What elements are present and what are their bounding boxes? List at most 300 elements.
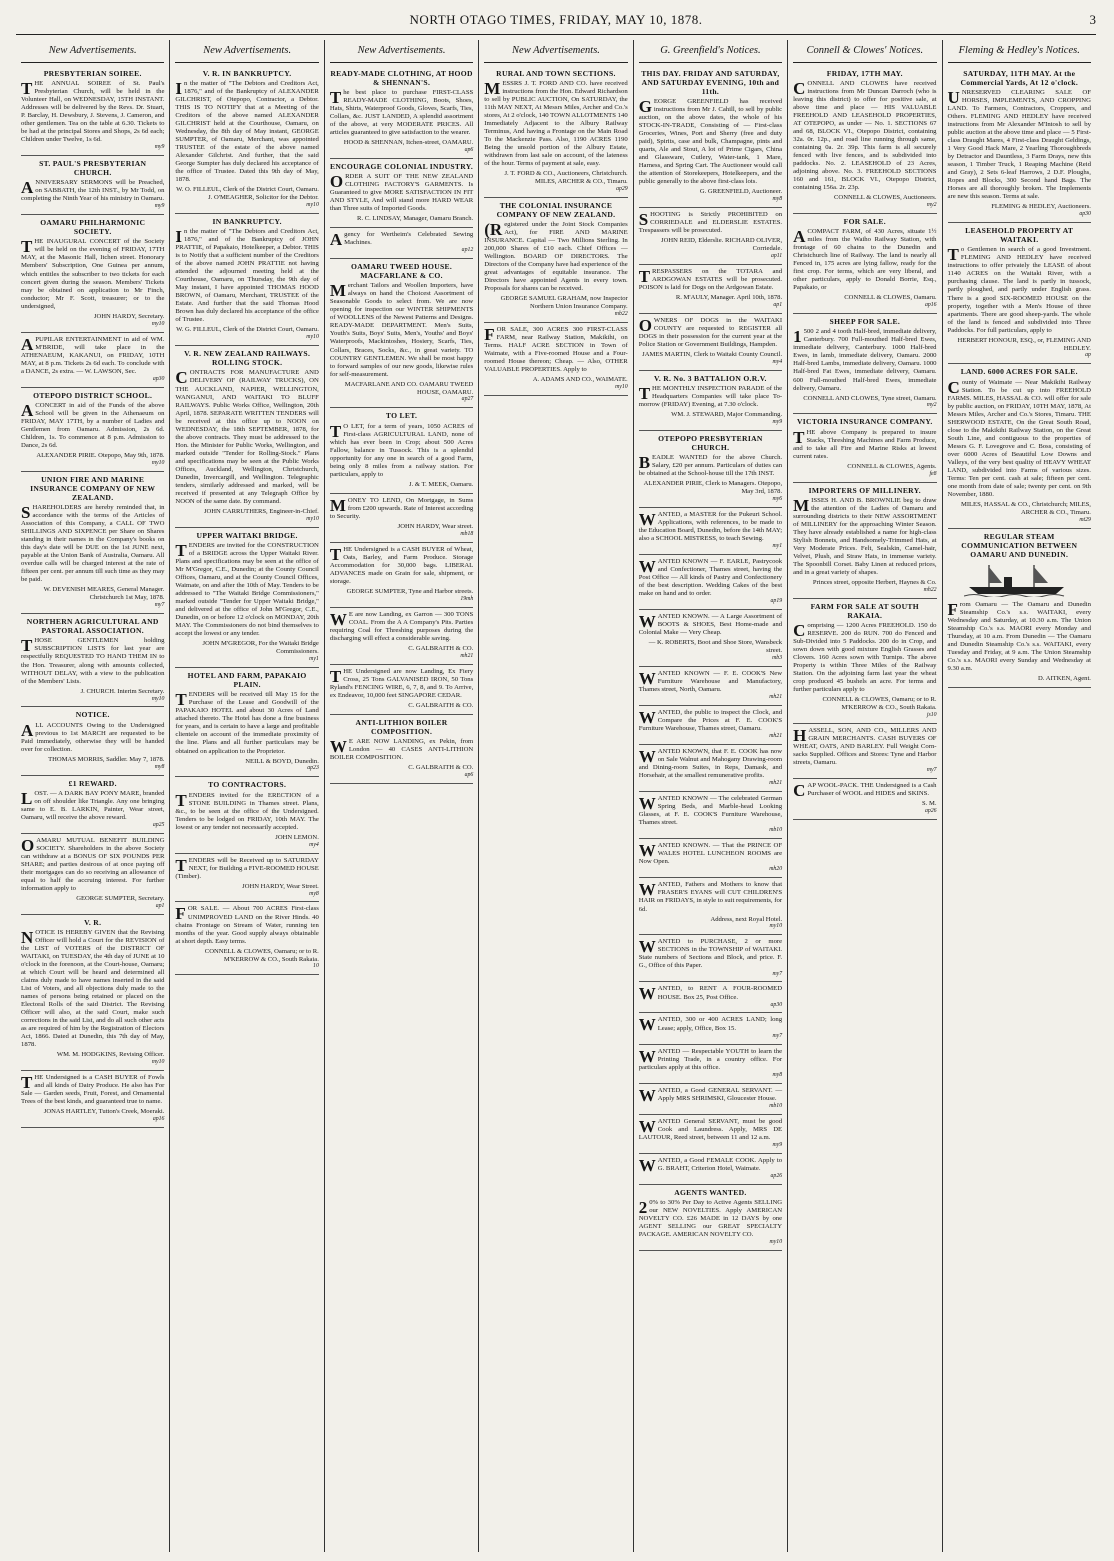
ad-heading: PRESBYTERIAN SOIREE. <box>43 68 142 78</box>
ad-signature: J. T. FORD & CO., Auctioneers, Christchurch. MILES, ARCHER & CO., Timaru. <box>504 170 628 185</box>
ad-signature: MACFARLANE AND CO. OAMARU TWEED HOUSE, OAMARU. <box>344 380 474 396</box>
ad-body: ALL ACCOUNTS Owing to the Undersigned previous to 1st MARCH are requested to be Paid immediately, otherwise they will be handed over for collection. <box>21 720 165 753</box>
ad-body: WANTED, Fathers and Mothers to know that FRASER'S EYANS will CUT CHILDREN'S HAIR on FRIDAYS, in style to suit requirements, for 6d. <box>638 880 783 913</box>
ad-signature: W. G. FILLEUL, Clerk of the District Court, Oamaru. <box>176 326 319 334</box>
advertisement <box>484 323 627 396</box>
ad-heading: V. R. No. 3 BATTALION O.R.V. <box>654 373 767 383</box>
ad-reference-code: my10 <box>306 334 319 341</box>
advertisement <box>793 66 936 214</box>
advertisement <box>639 792 782 839</box>
ad-body: WANTED General SERVANT, must be good Cook and Laundress. Apply, MRS DE LAUTOUR, Reed street, between 11 and 12 a.m. <box>638 1116 783 1141</box>
ad-body: THE MONTHLY INSPECTION PARADE of the Headquarters Companies will take place To-morrow (FRIDAY) Evening, at 7.30 o'clock. <box>638 384 783 409</box>
ad-signature: ALEXANDER PIRIE. Otepopo, May 9th, 1878. <box>36 451 165 459</box>
ad-reference-code: my7 <box>154 602 165 609</box>
ad-reference-code: ap11 <box>770 253 783 260</box>
ad-heading: £1 REWARD. <box>68 778 117 788</box>
ad-reference-code: ap29 <box>616 185 628 192</box>
ad-reference-code: my10 <box>151 695 165 702</box>
ad-reference-code: my9 <box>154 143 165 150</box>
ad-body: WE ARE NOW LANDING, ex Pekin, from London — 40 CASES ANTI-LITHION BOILER COMPOSITION. <box>329 736 474 761</box>
ad-body: MESSRS J. T. FORD AND CO. have received instructions from the Hon. Edward Richardson to sell by PUBLIC AUCTION, On SATURDAY, the 11th MAY NEXT, At Messrs Miles, Archer and Co.'s stores, At 2 o'clock, 140 TOWN ALLOTMENTS 140 Immediately Adjacent to the Albury Railway Terminus, And having a Frontage on the Main Road To the Mackenzie Pass. Also, 1190 ACRES 1190 Being the unsold portion of the Albury Estate, withdrawn from last sale on account, of the lateness of the hour. Terms of payment at sale, easy. <box>484 78 628 168</box>
ad-heading: FRIDAY, 17TH MAY. <box>826 68 903 78</box>
advertisement <box>484 198 627 323</box>
ad-body: SHAREHOLDERS are hereby reminded that, in accordance with the terms of the Articles of Association of this Company, a CALL OF TWO SHILLINGS AND SIXPENCE per Share on Shares standing in their names in the Company's books on this day's date will be DUE on the 1st JUNE next, payable at the Union Bank of Australia, Oamaru. All overdue calls will be charged interest at the rate of fifteen per cent. per annum till such time as they may be paid. <box>21 503 165 584</box>
ad-reference-code: fe8 <box>929 470 937 477</box>
ad-body: WANTED to PURCHASE, 2 or more SECTIONS in the TOWNSHIP of WAITAKI. State numbers of Sections and Block, and price. F. G., Office of this Paper. <box>638 937 783 970</box>
ad-body: MONEY TO LEND, On Mortgage, in Sums from £200 upwards. Rate of Interest according to Security. <box>329 495 474 520</box>
ad-signature: R. C. LINDSAY, Manager, Oamaru Branch. <box>357 215 474 223</box>
ad-signature: JOHN HARDY, Wear street. <box>397 522 474 530</box>
advertisement <box>639 1185 782 1251</box>
ad-heading: ANTI-LITHION BOILER COMPOSITION. <box>355 717 448 736</box>
advertisement <box>330 543 473 608</box>
ad-signature: NEILL & BOYD, Dunedin. <box>245 757 319 765</box>
advertisement <box>21 156 164 215</box>
ad-signature: CONNELL & CLOWES, Oamaru. <box>844 294 937 302</box>
ad-body: Comprising — 1200 Acres FREEHOLD. 150 do RESERVE. 200 do RUN. 700 do Fenced and Sub-Divided into 5 Paddocks. 200 do in Crop, and sown down with good mixture English Grasses and Clovers. 160 Acres sown with Turnips. The above Property is within Three Miles of the Railway Station. On the adjoining farm last year the wheat crop produced 45 bushels an acre. For terms and further particulars apply to <box>793 621 937 694</box>
ad-body: WANTED KNOWN — F. E. COOK'S New Furniture Warehouse and Manufactory, Thames street, North, Oamaru. <box>638 669 783 694</box>
ad-reference-code: mb18 <box>460 530 474 537</box>
ad-signature: HOOD & SHENNAN, Itchen-street, OAMARU. <box>343 139 474 146</box>
ad-signature: CONNELL & CLOWES, Oamaru; or to R. M'KERROW & CO., South Rakaia. <box>204 947 319 963</box>
ad-body: Agency for Wertheim's Celebrated Sewing Machines. <box>329 230 474 250</box>
advertisement <box>21 707 164 775</box>
ad-reference-code: my8 <box>772 1071 783 1078</box>
ad-body: WANTED KNOWN. — A Large Assortment of BOOTS & SHOES, Best Home-made and Colonial Make — Very Cheap. <box>638 612 783 637</box>
ad-reference-code: my10 <box>615 384 628 391</box>
column-heading: Fleming & Hedley's Notices. <box>948 40 1091 63</box>
ad-reference-code: mh21 <box>769 733 783 740</box>
ad-signature: C. GALBRAITH & CO. <box>408 763 474 771</box>
ad-body: WE are now Landing, ex Garron — 300 TONS COAL. From the A A Company's Pits. Parties requiring Coal for Threshing purposes during the discharging will effect a considerable saving. <box>329 609 474 642</box>
column-heading: New Advertisements. <box>175 40 318 63</box>
ad-reference-code: ap6 <box>464 771 474 778</box>
ad-reference-code: my4 <box>772 358 783 365</box>
ad-reference-code: my10 <box>769 1238 783 1245</box>
ad-signature: — K. ROBERTS, Boot and Shoe Store, Wansbeck street. <box>648 639 783 655</box>
ad-body: ANNIVERSARY SERMONS will be Preached, on SABBATH, the 12th INST., by Mr Todd, on completing the Ninth Year of his ministry in Oamaru. <box>21 178 165 203</box>
ad-heading: UNION FIRE AND MARINE INSURANCE COMPANY OF NEW ZEALAND. <box>30 474 156 503</box>
ad-reference-code: my6 <box>772 496 783 503</box>
ad-body: From Oamaru — The Oamaru and Dunedin Steamship Co.'s s.s. WAITAKI, every Wednesday and Saturday, at 10.30 a.m. The Union Steamship Co.'s s.s. MAORI every Monday and Thursday, at 10 a.m. From Dunedin — The Oamaru and Dunedin Steamship Co.'s s.s. WAITAKI, every Tuesday and Friday, at 9 a.m. The Union Steamship Co.'s s.s. MAORI every Sunday and Wednesday at 9.30 a.m. <box>947 600 1091 673</box>
ad-body: THE Undersigned is a CASH BUYER of Wheat, Oats, Barley, and Farm Produce. Storage Accommodation for 30,000 bags. LIBERAL ADVANCES made on Grain for sale, shipment, or storage. <box>329 544 474 585</box>
ad-heading: NORTHERN AGRICULTURAL AND PASTORAL ASSOCIATION. <box>26 617 159 636</box>
ad-heading: READY-MADE CLOTHING, AT HOOD & SHENNAN'S. <box>330 68 473 87</box>
ad-reference-code: ap19 <box>770 598 783 605</box>
ad-signature: J. & T. MEEK, Oamaru. <box>409 480 474 488</box>
ad-body: WANTED, a MASTER for the Pukeuri School. Applications, with references, to be made to the Education Board, Dunedin, before the 14th MAY; also a SCHOOL MISTRESS, to teach Sewing. <box>638 510 783 543</box>
ad-reference-code: ap16 <box>924 302 937 309</box>
advertisement <box>639 371 782 431</box>
ad-reference-code: my1 <box>772 543 783 550</box>
advertisement <box>21 834 164 915</box>
advertisement <box>21 215 164 332</box>
advertisement <box>330 159 473 228</box>
ad-heading: THIS DAY. FRIDAY AND SATURDAY, AND SATURDAY EVENING, 10th and 11th. <box>641 68 780 96</box>
column-1 <box>16 40 170 1552</box>
ad-heading: SATURDAY, 11TH MAY. At the Commercial Yards, At 12 o'clock. <box>960 68 1079 87</box>
ad-reference-code: my7 <box>772 970 783 977</box>
ad-body: FOR SALE, 300 ACRES 300 FIRST-CLASS FARM, near Railway Station, Makikihi, on Terms. HALF ACRE SECTION in Town of Waimate, with a Five-roomed House and a Four-roomed House thereon; Cheap. — Also, OTHER VALUABLE PROPERTIES. Apply to <box>484 325 628 374</box>
ad-reference-code: my4 <box>309 841 319 848</box>
column-heading: New Advertisements. <box>330 40 473 63</box>
ad-reference-code: ap6 <box>464 146 474 153</box>
ad-heading: RURAL AND TOWN SECTIONS. <box>496 68 616 78</box>
ad-heading: NOTICE. <box>75 710 110 720</box>
ad-reference-code: my10 <box>151 320 165 327</box>
ad-body: TENDERS are invited for the CONSTRUCTION of a BRIDGE across the Upper Waitaki River. Plans and specifications may be seen at the office of Mr M'Gregor, C.E., Dunedin; at the County Council Offices, Oamaru, and at the County Council Offices, Waimate, on and after the 10th of May. Tenders to be addressed to "The Waitaki Bridge Commissioners," marked outside "Tender for Upper Waitaki Bridge," and delivered at the office of John M'Gregor, C.E., Dunedin, on or before 12 o'clock on MONDAY, 20th MAY. The Commissioners do not bind themselves to accept the lowest or any tender. <box>175 540 319 638</box>
advertisement <box>639 1154 782 1185</box>
ad-body: APUPILAR ENTERTAINMENT in aid of WM. M'BRIDE, will take place in the ATHENAEUM, KAKANUI, on FRIDAY, 10TH MAY, at 8 p.m. Tickets 2s 6d each. To conclude with a DANCE, 2s extra. — W. LAWSON, Sec. <box>21 334 165 375</box>
advertisement <box>175 854 318 903</box>
ad-body: ACONCERT in aid of the Funds of the above School will be given in the Athenaeum on FRIDAY, MAY 17TH, by a number of Ladies and Gentlemen from Oamaru. Admission, 2s 6d. Children, 1s. To commence at 8 p.m. Admission to Dance, 2s 6d. <box>21 400 165 449</box>
ad-body: WANTED, to RENT A FOUR-ROOMED HOUSE. Box 25, Post Office. <box>638 984 783 1004</box>
ad-reference-code: mh21 <box>769 780 783 787</box>
ad-body: OWNERS OF DOGS in the WAITAKI COUNTY are requested to REGISTER all DOGS in their possession for the current year at the Police Station or Government Buildings, Hampden. <box>638 315 783 349</box>
ad-signature: Address, next Royal Hotel. <box>710 915 783 923</box>
ad-reference-code: ap1 <box>155 902 165 909</box>
ad-reference-code: mt29 <box>1079 516 1091 523</box>
ad-reference-code: ap27 <box>461 396 474 403</box>
advertisement <box>639 508 782 555</box>
ad-body: FOR SALE. — About 700 ACRES First-class UNIMPROVED LAND on the River Hinds. 40 chains Frontage on Stream of Water, running ten months of the year. Good supply always obtainable at short depth. Easy terms. <box>175 904 319 945</box>
ad-body: OAMARU MUTUAL BENEFIT BUILDING SOCIETY. Shareholders in the above Society can withdraw at a BONUS OF SIX POUNDS PER SHARE; and parties desirous of at once paying off their mortgages can do so receiving an allowance of equal to half the accruing interest. For further information apply to <box>21 835 165 892</box>
advertisement <box>639 431 782 508</box>
ad-body: BEADLE WANTED for the above Church. Salary, £20 per annum. Particulars of duties can be obtained at the School-house till the 17th INST. <box>638 453 783 478</box>
ad-body: WANTED, a Good FEMALE COOK. Apply to G. BRAHT, Criterion Hotel, Waimate. <box>638 1155 783 1175</box>
ad-body: WANTED KNOWN, that F. E. COOK has now on Sale Walnut and Mahogany Drawing-room and Dining-room Suites, in Reps, Damask, and Horsehair, at the smallest remunerative profits. <box>638 747 783 780</box>
advertisement <box>793 314 936 414</box>
ad-signature: W. O. FILLEUL, Clerk of the District Court, Oamaru. J. O'MEAGHER, Solicitor for the Debtor. <box>176 186 319 202</box>
ad-reference-code: my10 <box>151 1059 165 1066</box>
advertisement <box>793 414 936 482</box>
ad-heading: REGULAR STEAM COMMUNICATION BETWEEN OAMARU AND DUNEDIN. <box>961 531 1078 559</box>
advertisement <box>21 776 164 834</box>
ad-signature: WM. J. STEWARD, Major Commanding. <box>671 411 783 419</box>
ad-reference-code: my9 <box>154 203 165 210</box>
ad-body: WANTED, 300 or 400 ACRES LAND; long Lease; apply, Office, Box 15. <box>638 1015 783 1035</box>
ad-heading: UPPER WAITAKI BRIDGE. <box>196 530 298 540</box>
advertisement <box>639 1084 782 1115</box>
advertisement <box>948 529 1091 689</box>
ad-body: CAP WOOL-PACK. THE Undersigned is a Cash Purchaser of WOOL and HIDES and SKINS. <box>793 781 937 801</box>
masthead <box>16 12 1096 30</box>
column-heading: New Advertisements. <box>21 40 164 63</box>
ad-signature: THOMAS MORRIS, Saddler. May 7, 1878. <box>48 755 165 763</box>
advertisement <box>639 1045 782 1084</box>
ad-body: Merchant Tailors and Woollen Importers, have always on hand the Choicest Assortment of Seasonable Goods to select from. We are now opening for inspection our WINTER SHIPMENTS of WOOLLENS of the Newest Patterns and Designs. READY-MADE DEPARTMENT. Men's Suits, Youth's Suits, Boys' Suits, Men's, Youths' and Boys' Waterproofs, Mackintoshes, Hosiery, Scarfs, Ties, Collars, Braces, Socks, &c., in great variety. TO COUNTRY GENTLEMEN. We shall be most happy to forward samples of our new goods, likewise rules for self-measurement. <box>329 281 474 378</box>
ad-heading: SHEEP FOR SALE. <box>829 317 901 327</box>
ad-body: To Gentlemen in search of a good Investment. FLEMING AND HEDLEY have received instructions to offer privately the LEASE of about 1140 ACRES on the Waitaki River, with a purchasing clause. The land is partly in tussock, partly ploughed, and partly under English grass. There is a good SIX-ROOMED HOUSE on the property, together with a Men's House of three apartments. There are good sheep-yards. The whole of the land is fenced and subdivided into Three Paddocks. For full particulars, apply to <box>947 245 1091 334</box>
advertisement <box>330 259 473 408</box>
ad-heading: V. R. IN BANKRUPTCY. <box>202 68 292 78</box>
ad-reference-code: mb3 <box>772 655 783 662</box>
masthead-rule <box>16 34 1096 35</box>
column-heading: G. Greenfield's Notices. <box>639 40 782 63</box>
ad-body: County of Waimate — Near Makikihi Railway Station. To be cut up into FREEHOLD FARMS. MILES, HASSAL & CO. will offer for sale by public auction, on FRIDAY, 10TH MAY, 1878, At Messrs Miles, Archer and Co.'s Stores, Timaru. THE SHERWOOD ESTATE, On the Great South Road, close to the Makikihi Railway Station, on the Great South Line, and contiguous to the properties of Messrs G. F. Lovegrove and C. Boss, consisting of over 6000 Acres of Beautiful Low Downs and Valleys, of the very best quality of HEAVY WHEAT LAND, subdivided into Farms of various sizes. Terms: Ten per cent. cash at sale; fifteen per cent. one month from date of sale; twenty per cent. on 9th November, 1880. <box>947 377 1091 498</box>
ad-reference-code: 10 <box>313 963 319 970</box>
ad-heading: FOR SALE. <box>843 217 886 226</box>
ad-heading: ENCOURAGE COLONIAL INDUSTRY. <box>330 161 474 171</box>
ad-body: CONTRACTS FOR MANUFACTURE AND DELIVERY OF (RAILWAY TRUCKS), ON THE AUCKLAND, NAPIER, WELLINGTON, WANGANUI, AND WAITAKI TO BLUFF RAILWAYS. Public Works Office, Wellington, 20th April, 1878. SEPARATE WRITTEN TENDERS will be received at this office up to NOON on WEDNESDAY, the 18th SEPTEMBER, 1878, for the above contracts. They must be addressed to the Hon. the Minister for Public Works, Wellington, and marked outside "Tender for Rolling-Stock." Plans and specifications may be seen at the Public Works Offices, Auckland, Wellington, Christchurch, Dunedin, Invercargill, and Wellington. Telegraphic tenders, similarly addressed and marked, will be received if presented at any Telegraph Office by NOON of the same date. By command. <box>175 368 319 505</box>
ad-signature: GEORGE SUMPTER, Secretary. <box>76 894 165 902</box>
ad-heading: TO CONTRACTORS. <box>208 780 287 790</box>
advertisement <box>639 745 782 792</box>
ad-reference-code: mb10 <box>769 1102 783 1109</box>
ad-reference-code: my2 <box>926 402 937 409</box>
ad-heading: OTEPOPO DISTRICT SCHOOL. <box>33 390 153 400</box>
ad-signature: JOHN LEMON. <box>275 833 319 841</box>
ad-reference-code: mh21 <box>460 652 474 659</box>
ad-reference-code: ap25 <box>152 821 165 828</box>
advertisement <box>175 668 318 777</box>
ad-signature: G. GREENFIELD, Auctioneer. <box>699 188 783 196</box>
ad-reference-code: ap1 <box>773 301 783 308</box>
ad-signature: CONNELL & CLOWES, Agents. <box>847 462 937 470</box>
ad-reference-code: my10 <box>306 201 319 208</box>
ad-reference-code: ap26 <box>924 808 937 815</box>
advertisement <box>639 839 782 878</box>
ad-body: UNRESERVED CLEARING SALE OF HORSES, IMPLEMENTS, AND CROPPING LAND. To Farmers, Contractors, Croppers, and Others. FLEMING AND HEDLEY have received instructions from Mr Alexander M'Intosh to sell by public auction at the above time and place — 5 First-class Draught Mares, 4 First-class Draught Geldings, 1 Very Good Hack Mare, 2 Yearling Thoroughbreds by Detractor and Dauntless, 3 Farm Drays, new this season, 1 Timber Truck, 1 Reaping Machine (Reid and Gray), 2 Sets 6-leaf Harrows, 2 D.F. Ploughs, Ropes and Blocks, 300 Second hand Bags. The Horses are all thoroughly broken. The Implements are new this season. Terms at sale. <box>947 87 1091 201</box>
advertisement <box>175 902 318 975</box>
advertisement <box>175 346 318 528</box>
ad-heading: OTEPOPO PRESBYTERIAN CHURCH. <box>658 433 763 453</box>
ad-body: WANTED — Respectable YOUTH to learn the Printing Trade, in a country office. For particulars apply at this office. <box>638 1046 783 1071</box>
ad-body: WANTED, the public to inspect the Clock, and Compare the Prices at F. E. COOK'S Furniture Warehouse, Thames street, Oamaru. <box>638 708 783 733</box>
column-7 <box>943 40 1096 1552</box>
advertisement <box>793 724 936 779</box>
ad-body: THE ANNUAL SOIREE of St. Paul's Presbyterian Church, will be held in the Volunteer Hall, on WEDNESDAY, 15TH INSTANT. Addresses will be delivered by the Revs. Dr. Stuart, P. Barclay, H. Dewsbury, J. Stevens, J. Cameron, and other gentlemen. Tea on the table at 6.30. Tickets to be had at the principal Stores and Shops, 2s 6d each; Children under Twelve, 1s 6d. <box>21 78 165 143</box>
ad-reference-code: my7 <box>926 767 937 774</box>
ad-body: THE INAUGURAL CONCERT of the Society will be held on the evening of FRIDAY, 17TH MAY, at the Masonic Hall, Itchen street. Honorary Members' Subscription, One Guinea per annum, which entitles the subscriber to two tickets for each concert given during the season. Members' Tickets may be obtained on application to Mr Finch, conductor; Mr F. Scott, treasurer; or to the undersigned, <box>21 237 165 310</box>
advertisement <box>639 66 782 209</box>
ad-body: ORDER A SUIT OF THE NEW ZEALAND CLOTHING FACTORY'S GARMENTS. Is Guaranteed to give MORE SATISFACTION IN FIT AND STYLE, And will stand more HARD WEAR than Three suits of Imported Goods. <box>329 171 474 213</box>
ad-signature: J. CHURCH. Interim Secretary. <box>80 687 165 695</box>
ad-signature: D. AITKEN, Agent. <box>1038 675 1091 683</box>
advertisement <box>330 608 473 665</box>
advertisement <box>793 779 936 820</box>
ad-reference-code: ap <box>1085 352 1091 359</box>
ad-signature: WM. M. HODGKINS, Revising Officer. <box>56 1051 165 1059</box>
ad-reference-code: my8 <box>772 196 783 203</box>
ad-body: CONNELL AND CLOWES have received instructions from Mr Duncan Darroch (who is leaving this district) to offer for positive sale, at above time and place — HIS VALUABLE FREEHOLD AND LEASEHOLD PROPERTIES, AT OTEPOPO, as under — No. 1. SECTIONS 67 and 68, BLOCK VI., Otepopo District, containing 32a. 0r. 12p., and road line running through same, containing 0a. 2r. 39p. This farm is all securely fenced with live fences, and is subdivided into paddocks. No. 2. LEASEHOLD of 23 Acres, adjoining above. No. 3. FREEHOLD SECTIONS 160 and 161, BLOCK VI., Otepopo District, containing 156a. 2r. 23p. <box>793 78 937 192</box>
column-5 <box>634 40 788 1552</box>
ad-signature: ALEXANDER PIRIE, Clerk to Managers. Otepopo, May 3rd, 1878. <box>643 480 783 496</box>
ad-reference-code: ap26 <box>770 1172 783 1179</box>
ad-reference-code: my8 <box>309 890 319 897</box>
advertisement <box>21 388 164 472</box>
ad-body: WANTED KNOWN. — That the PRINCE OF WALES HOTEL LUNCHEON ROOMS are Now Open. <box>638 841 783 866</box>
advertisement <box>330 494 473 543</box>
ad-body: THE above Company is prepared to insure Stacks, Threshing Machines and Farm Produce, and to take all Fire and Marine Risks at lowest current rates. <box>793 427 937 460</box>
advertisement <box>484 66 627 198</box>
ad-reference-code: my7 <box>772 1032 783 1039</box>
column-3 <box>325 40 479 1552</box>
advertisement <box>639 667 782 706</box>
column-6 <box>788 40 942 1552</box>
ad-signature: Princes street, opposite Herbert, Haynes & Co. <box>812 578 937 586</box>
advertisement <box>639 982 782 1013</box>
advertisement <box>639 265 782 314</box>
ad-heading: LAND. 6000 ACRES FOR SALE. <box>960 367 1078 377</box>
advertisement <box>639 935 782 982</box>
ad-signature: C. GALBRAITH & CO. <box>408 701 474 709</box>
ad-heading: V. R. <box>84 917 102 927</box>
ad-body: TRESPASSERS on the TOTARA and ARDGOWAN ESTATES will be prosecuted. POISON is laid for Dogs on the Ardgowan Estate. <box>638 266 783 292</box>
ad-heading: OAMARU TWEED HOUSE. MACFARLANE & CO. <box>350 262 453 281</box>
ad-body: WANTED KNOWN — F. EARLE, Pastrycook and Confectioner, Thames street, having the Post Office — All kinds of Pastry and Confectionery of the best description. Wedding Cakes of the best make on hand and to order. <box>638 557 783 598</box>
ad-heading: HOTEL AND FARM, PAPAKAIO PLAIN. <box>187 671 307 690</box>
ad-signature: JAMES MARTIN, Clerk to Waitaki County Council. <box>642 351 783 359</box>
ad-reference-code: my9 <box>772 1141 783 1148</box>
ad-body: THOSE GENTLEMEN holding SUBSCRIPTION LISTS for last year are respectfully REQUESTED TO HAND THEM IN to the Hon. Treasurer, along with amounts collected, WITHOUT DELAY, with a view to the publication of the Members' Lists. <box>21 636 165 685</box>
ad-heading: THE COLONIAL INSURANCE COMPANY OF NEW ZEALAND. <box>496 200 616 219</box>
ad-reference-code: mh21 <box>769 694 783 701</box>
advertisement <box>793 483 936 599</box>
advertisement <box>639 314 782 371</box>
ad-reference-code: mb10 <box>769 827 783 834</box>
advertisement <box>21 915 164 1071</box>
ad-body: The best place to purchase FIRST-CLASS READY-MADE CLOTHING, Boots, Shoes, Hats, Shirts, Waterproof Goods, Gloves, Scarfs, Ties, Collars, &c. JUST LANDED, A splendid assortment of the above, at very MODERATE PRICES. All articles guaranteed to give satisfaction to the wearer. <box>329 87 474 136</box>
ad-body: NOTICE IS HEREBY GIVEN that the Revising Officer will hold a Court for the REVISION of the LIST of VOTERS of the DISTRICT OF WAITAKI, on TUESDAY, the 4th day of JUNE at 10 o'clock in the forenoon, at the Court-house, Oamaru; at which Court will be heard and determined all claims duly made to have names inserted in the said List of Voters, and all objections duly made to the names of persons being retained or placed on the Electoral Rolls of the said District. The Revising Officer will also, at the said Court, make such corrections in the said List, and do all such other acts as are required of him by the Registration of Electors Act, 1866. Dated at Dunedin, this 7th day of May, 1878. <box>21 927 165 1049</box>
ad-reference-code: my10 <box>769 923 783 930</box>
advertisement <box>793 214 936 314</box>
column-heading: New Advertisements. <box>484 40 627 63</box>
columns-container <box>16 40 1096 1552</box>
ad-reference-code: my10 <box>306 515 319 522</box>
advertisement <box>21 472 164 614</box>
ad-signature: FLEMING & HEDLEY, Auctioneers. <box>991 203 1091 211</box>
ad-signature: R. M'AULY, Manager. April 10th, 1878. <box>675 294 783 302</box>
ad-heading: IN BANKRUPTCY. <box>212 216 282 226</box>
advertisement <box>21 614 164 707</box>
ad-signature: CONNELL & CLOWES, Oamaru; or to R. M'KERROW & CO., South Rakaia. <box>822 696 937 712</box>
ad-signature: MILES, HASSAL & CO., Christchurch; MILES, ARCHER & CO., Timaru. <box>960 501 1091 516</box>
ad-reference-code: js10 <box>926 712 937 719</box>
advertisement <box>21 1071 164 1128</box>
ad-signature: GEORGE SAMUEL GRAHAM, now Inspector Northern Union Insurance Company. <box>500 295 628 311</box>
ad-reference-code: ap30 <box>770 1001 783 1008</box>
ad-heading: VICTORIA INSURANCE COMPANY. <box>797 417 933 427</box>
column-heading: Connell & Clowes' Notices. <box>793 40 936 63</box>
ad-reference-code: ap12 <box>461 247 474 254</box>
ad-signature: C. GALBRAITH & CO. <box>408 644 474 652</box>
advertisement <box>639 208 782 265</box>
advertisement <box>948 223 1091 364</box>
ad-reference-code: ap30 <box>1079 211 1091 218</box>
ad-body: 20% to 30% Per Day to Active Agents SELLING our NEW NOVELTIES. Apply AMERICAN NOVELTY CO. £26 MADE in 12 DAYS by one AGENT SELLING our GREAT SPECIALTY PACKAGE. AMERICAN NOVELTY CO. <box>638 1197 783 1238</box>
ad-reference-code: mh22 <box>923 586 937 593</box>
steamship-icon <box>964 563 1074 597</box>
ad-body: SHOOTING is Strictly PROHIBITED on CORRIEDALE and ELDERSLIE ESTATES. Trespassers will be prosecuted. <box>638 210 783 235</box>
ad-signature: HERBERT HONOUR, ESQ., or, FLEMING AND HEDLEY. <box>957 336 1091 352</box>
ad-body: TENDERS will be received till May 15 for the Purchase of the Lease and Goodwill of the PAPAKAIO HOTEL and about 30 Acres of Land attached thereto. The Hotel has done a fine business for years, and is certain to have a large and profitable clientele on account of the immediate proximity of the line. Plans and all further particulars may be obtained on application to the Proprietor. <box>175 690 319 755</box>
ad-signature: W. DEVENISH MEARES, General Manager. Christchurch 1st May, 1878. <box>43 586 165 602</box>
ad-reference-code: ap23 <box>307 765 319 772</box>
advertisement <box>21 333 164 388</box>
ad-reference-code: mb22 <box>614 311 628 318</box>
advertisement <box>330 715 473 784</box>
advertisement <box>21 66 164 156</box>
ad-heading: FARM FOR SALE AT SOUTH RAKAIA. <box>810 601 919 620</box>
ad-reference-code: my10 <box>151 459 165 466</box>
advertisement <box>793 599 936 724</box>
ad-signature: JOHN M'GREGOR, For the Waitaki Bridge Commissioners. <box>202 640 319 656</box>
ad-reference-code: my1 <box>309 656 319 663</box>
advertisement <box>639 1013 782 1044</box>
ad-body: TENDERS invited for the ERECTION of a STONE BUILDING in Thames street. Plans, &c., to be seen at the office of the Undersigned. Tenders to be lodged on FRIDAY, 10th MAY. The lowest or any tender not necessarily accepted. <box>175 790 319 831</box>
ad-body: ACOMPACT FARM, of 430 Acres, situate 1½ miles from the Waiho Railway Station, with frontage of 60 chains to the Dunedin and Christchurch line of Railway. The land is nearly all Fenced in, 175 acres are lying fallow, ready for the first crop. For terms, which are very liberal, and other particulars, apply to Donald Borrie, Esq., Papakaio, or <box>793 227 937 292</box>
ad-body: WANTED KNOWN — The celebrated German Spring Beds, and Marble-head Looking Glasses, at F. E. COOK'S Furniture Warehouse, Thames street. <box>638 794 783 827</box>
newspaper-title: NORTH OTAGO TIMES, FRIDAY, MAY 10, 1878. <box>409 12 703 27</box>
advertisement <box>639 555 782 610</box>
ad-body: WANTED, a Good GENERAL SERVANT. — Apply MRS SHRIMSKI, Gloucester House. <box>638 1085 783 1105</box>
ad-reference-code: ap30 <box>152 375 165 382</box>
ad-body: In the matter of "The Debtors and Creditors Act, 1876," and of the Bankruptcy of ALEXANDER GILCHRIST, of Otepopo, Contractor, a Debtor. THIS IS TO NOTIFY that at a Meeting of the Creditors of the above named ALEXANDER GILCHRIST held at the Courthouse, Oamaru, on Wednesday, the 8th day of May instant, GEORGE SUMPTER, of Oamaru, Merchant, was appointed TRUSTEE of the estate of the above named Alexander Gilchrist. And further, that the said George Sumpter has duly declared his acceptance of the office of Trustee. Dated this 9th day of May, 1878. <box>175 78 319 184</box>
advertisement <box>330 408 473 493</box>
advertisement <box>639 1115 782 1154</box>
advertisement <box>330 66 473 159</box>
ad-heading: IMPORTERS OF MILLINERY. <box>808 485 921 495</box>
ad-signature: JOHN HARDY, Secretary. <box>93 312 165 320</box>
page-number: 3 <box>1089 12 1096 27</box>
advertisement <box>639 878 782 935</box>
ad-signature: JOHN CARRUTHERS, Engineer-in-Chief. <box>203 507 319 515</box>
ad-signature: CONNELL & CLOWES, Auctioneers. <box>834 194 937 202</box>
ad-body: In the matter of "The Debtors and Creditors Act, 1876," and of the Bankruptcy of JOHN PRATTIE, of Papakaio, Hotelkeeper, a Debtor. THIS is to Notify that a sufficient number of the Creditors of the above named JOHN PRATTIE not having attended the adjourned meeting held at the Courthouse, Oamaru, on Thursday, the 9th day of May instant, I have appointed THOMAS HOOD BROWN, of Oamaru, Merchant, TRUSTEE of the Estate. And further that the said Thomas Hood Brown has duly declared his acceptance of the office of Trustee. <box>175 226 319 324</box>
ad-body: LOST. — A DARK BAY PONY MARE, branded on off shoulder like Triangle. Any one bringing same to E. B. LARKIN, Painter, Wear street, Oamaru, will receive the above reward. <box>21 788 165 821</box>
ad-signature: A. ADAMS AND CO., WAIMATE. <box>532 376 628 384</box>
ad-body: TO LET, for a term of years, 1050 ACRES of First-class AGRICULTURAL LAND, none of which has ever been in Crop; about 500 Acres Fallow, balance in Tussock. This is a splendid opportunity for any one in search of a good Farm, being only 8 miles from a railway station. For particulars, apply to <box>329 421 474 478</box>
ad-body: TENDERS will be Received up to SATURDAY NEXT, for Building a FIVE-ROOMED HOUSE (Timber). <box>175 855 319 880</box>
column-2 <box>170 40 324 1552</box>
ad-signature: CONNELL AND CLOWES, Tyne street, Oamaru. <box>803 394 937 402</box>
column-4 <box>479 40 633 1552</box>
ad-body: GEORGE GREENFIELD has received instructions from Mr J. Cahill, to sell by public auction, on the above dates, the whole of his STOCK-IN-TRADE, Consisting of — First-class Groceries, Wines, Port and Sherry (free and duty paid), Spirits, case and bulk, Champagne, pints and quarts, Ale and Stout, A lot of Prime Cigars, China and Glassware, Cutlery, Water-tank, 1 Mare, Harness, and Spring Cart. The Auctioneer would call the attention of Storekeepers, Hotelkeepers, and the public generally to the above first-class lots. <box>638 96 783 186</box>
ad-signature: S. M. <box>922 800 937 808</box>
ad-reference-code: my9 <box>772 419 783 426</box>
ad-body: (Registered under the Joint Stock Companies Act), for FIRE AND MARINE INSURANCE. Capital — Two Millions Sterling. In 200,000 Shares of £10 each. Chief Offices — Wellington. BOARD OF DIRECTORS. The Directors of the Company have had experience of the great advantages of equitable insurance. The Directors have appointed Agents in every town. Proposals for shares can be received. <box>484 220 628 293</box>
ad-signature: JONAS HARTLEY, Tutton's Creek, Moeraki. <box>43 1108 165 1116</box>
ad-heading: OAMARU PHILHARMONIC SOCIETY. <box>40 218 146 237</box>
ad-body: HASSELL, SON, AND CO., MILLERS AND GRAIN MERCHANTS. CASH BUYERS OF WHEAT, OATS, AND BARLEY. Full Weight Corn-sacks Supplied. Offices and Stores: Tyne and Harbor streets, Oamaru. <box>793 726 937 767</box>
ad-body: THE Undersigned are now Landing, Ex Fiery Cross, 25 Tons GALVANISED IRON, 50 Tons Ryland's FENCING WIRE, 6, 7, 8, and 9. To Arrive, ex Endeavor, 10,000 feet SINGAPORE CEDAR. <box>329 666 474 699</box>
ad-signature: JOHN REID, Elderslie. RICHARD OLIVER, Corriedale. <box>661 237 783 253</box>
ad-reference-code: 19mh <box>460 595 474 602</box>
ad-signature: JOHN HARDY, Wear Street. <box>242 882 319 890</box>
ad-heading: LEASEHOLD PROPERTY AT WAITAKI. <box>965 226 1074 245</box>
advertisement <box>175 214 318 346</box>
ad-signature: GEORGE SUMPTER, Tyne and Harbor streets. <box>346 587 474 595</box>
ad-heading: ST. PAUL'S PRESBYTERIAN CHURCH. <box>39 158 147 178</box>
ad-reference-code: my2 <box>926 202 937 209</box>
ad-heading: AGENTS WANTED. <box>674 1187 747 1197</box>
advertisement <box>948 66 1091 224</box>
ad-body: THE Undersigned is a CASH BUYER of Fowls and all kinds of Dairy Produce. He also has For Sale — Garden seeds, Fruit, Forest, and Ornamental Trees of the best kinds, and guaranteed true to name. <box>21 1073 165 1106</box>
ad-reference-code: my8 <box>154 763 165 770</box>
ad-body: 1500 2 and 4 tooth Half-bred, immediate delivery, Canterbury. 700 Full-mouthed Half-bred Ewes, immediate delivery, Canterbury. 1000 Half-bred Ewes, in lamb, immediate delivery, Oamaru. 2000 Half-bred Lambs, immediate delivery, Oamaru. 1000 Half-bred Fat Ewes, immediate delivery, Oamaru. 600 Full-mouthed Half-bred Ewes, immediate delivery, Oamaru. <box>793 327 937 392</box>
advertisement <box>639 610 782 667</box>
ad-body: MISSES H. AND B. BROWNLIE beg to draw the attention of the Ladies of Oamaru and surrounding districts to their NEW ASSORTMENT of MILLINERY for the approaching Winter Season. They have already established a name for high-class Stylish Bonnets, and Handsomely-Trimmed Hats, at Very Moderate Prices. Felt, Sealskin, Camel-hair, Velvet, Plush, and Straw Hats, in immense variety. The Spoonbill Corset. Baby Linen at reduced prices, and in a great variety of shapes. <box>793 495 937 576</box>
advertisement <box>175 528 318 668</box>
advertisement <box>639 706 782 745</box>
ad-reference-code: ap16 <box>152 1116 165 1123</box>
ad-heading: V. R. NEW ZEALAND RAILWAYS. ROLLING STOCK. <box>184 349 311 368</box>
advertisement <box>948 364 1091 528</box>
advertisement <box>330 228 473 259</box>
advertisement <box>175 66 318 214</box>
ad-heading: TO LET. <box>385 411 418 421</box>
